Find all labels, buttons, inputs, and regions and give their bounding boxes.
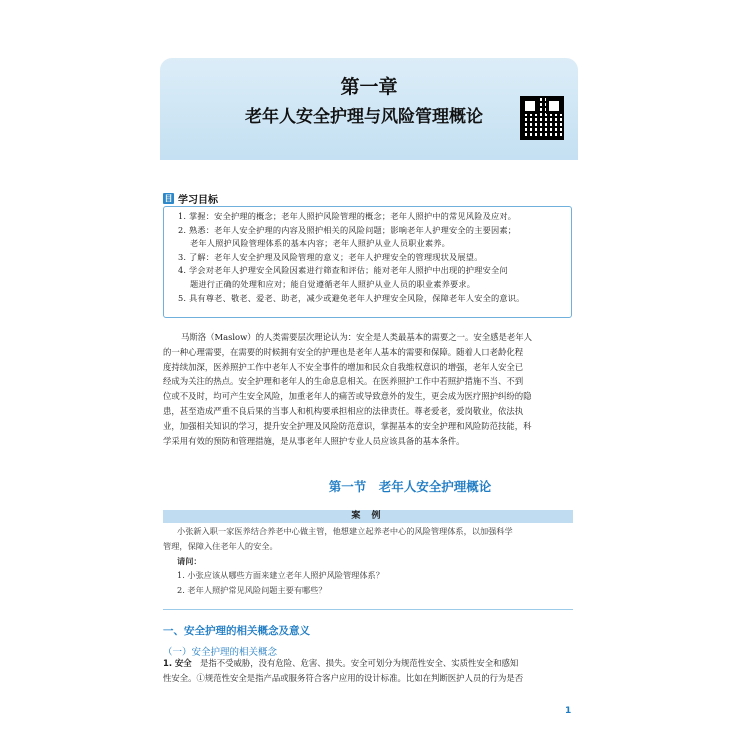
goal-item: 2. 熟悉：老年人安全护理的内容及照护相关的风险问题；影响老年人护理安全的主要因素； bbox=[178, 224, 517, 235]
case-question-label: 请问： bbox=[177, 555, 202, 566]
paragraph-line: 业，加强相关知识的学习，提升安全护理及风险防范意识，掌握基本的安全护理和风险防范技能，科 bbox=[163, 420, 532, 431]
section-title: 第一节 老年人安全护理概论 bbox=[328, 479, 492, 494]
paragraph-line: 的一种心理需要，在需要的时候拥有安全的护理也是老年人基本的需要和保障。随着人口老龄化程 bbox=[163, 346, 524, 357]
heading-level1: 一、安全护理的相关概念及意义 bbox=[163, 625, 310, 637]
case-question: 2. 老年人照护常见风险问题主要有哪些？ bbox=[177, 585, 327, 596]
paragraph-line: 位或不及时，均可产生安全风险，加重老年人的痛苦或导致意外的发生，更会成为医疗照护纠纷的隐 bbox=[163, 391, 532, 402]
goal-item: 1. 掌握：安全护理的概念；老年人照护风险管理的概念；老年人照护中的常见风险及应对。 bbox=[178, 211, 517, 221]
goal-item: 4. 学会对老年人护理安全风险因素进行筛查和评估；能对老年人照护中出现的护理安全问 bbox=[178, 265, 508, 276]
term-definition: 是指不受威胁，没有危险、危害、损失。安全可划分为规范性安全、实质性安全和感知 bbox=[191, 658, 519, 668]
chapter-header bbox=[160, 58, 578, 160]
goals-book-icon: 目 bbox=[164, 194, 173, 203]
case-line: 小张新入职一家医养结合养老中心做主管，他想建立起养老中心的风险管理体系，以加强科学 bbox=[177, 526, 513, 536]
paragraph-line: 性安全。①规范性安全是指产品或服务符合客户应用的设计标准。比如在判断医护人员的行为是否 bbox=[163, 672, 524, 683]
heading-level2: （一）安全护理的相关概念 bbox=[163, 647, 278, 658]
paragraph-line: 马斯洛（Maslow）的人类需要层次理论认为：安全是人类最基本的需要之一。安全感是老年人 bbox=[181, 332, 533, 342]
term-label: 1. 安全 bbox=[163, 658, 192, 668]
learning-goals-tab bbox=[163, 191, 218, 206]
chapter-title: 老年人安全护理与风险管理概论 bbox=[245, 107, 483, 127]
case-question: 1. 小张应该从哪些方面来建立老年人照护风险管理体系？ bbox=[177, 570, 384, 581]
learning-goals-list bbox=[178, 210, 563, 305]
body-paragraph bbox=[163, 656, 573, 686]
paragraph-line: 经成为关注的热点。安全护理和老年人的生命息息相关。在医养照护工作中若照护措施不当、不到 bbox=[163, 376, 524, 387]
goal-item-continued: 老年人照护风险管理体系的基本内容；老年人照护从业人员职业素养。 bbox=[190, 238, 451, 249]
goal-item-continued: 题进行正确的处理和应对；能自觉遵循老年人照护从业人员的职业素养要求。 bbox=[190, 278, 476, 289]
learning-goals-label: 学习目标 bbox=[178, 195, 218, 206]
paragraph-line: 学采用有效的预防和管理措施，是从事老年人照护专业人员应该具备的基本条件。 bbox=[163, 435, 465, 446]
paragraph-line: 患，甚至造成严重不良后果的当事人和机构要承担相应的法律责任。尊老爱老，爱岗敬业，依法执 bbox=[163, 405, 524, 416]
qr-code-icon[interactable] bbox=[522, 98, 562, 138]
paragraph-line bbox=[163, 656, 573, 671]
goal-item: 5. 具有尊老、敬老、爱老、助老，减少或避免老年人护理安全风险，保障老年人安全的意识。 bbox=[178, 292, 525, 303]
chapter-number: 第一章 bbox=[340, 76, 398, 98]
learning-goals-box bbox=[163, 206, 572, 318]
case-divider bbox=[163, 609, 573, 610]
page-number: 1 bbox=[565, 706, 572, 716]
intro-paragraph bbox=[163, 330, 573, 448]
case-label-bar: 案 例 bbox=[163, 510, 573, 523]
case-text bbox=[163, 524, 573, 598]
case-line: 管理，保障入住老年人的安全。 bbox=[163, 540, 278, 551]
paragraph-line: 度持续加深，医养照护工作中老年人不安全事件的增加和民众自我维权意识的增强，老年人安全已 bbox=[163, 361, 524, 372]
goal-item: 3. 了解：老年人安全护理及风险管理的意义；老年人护理安全的管理现状及展望。 bbox=[178, 251, 483, 262]
